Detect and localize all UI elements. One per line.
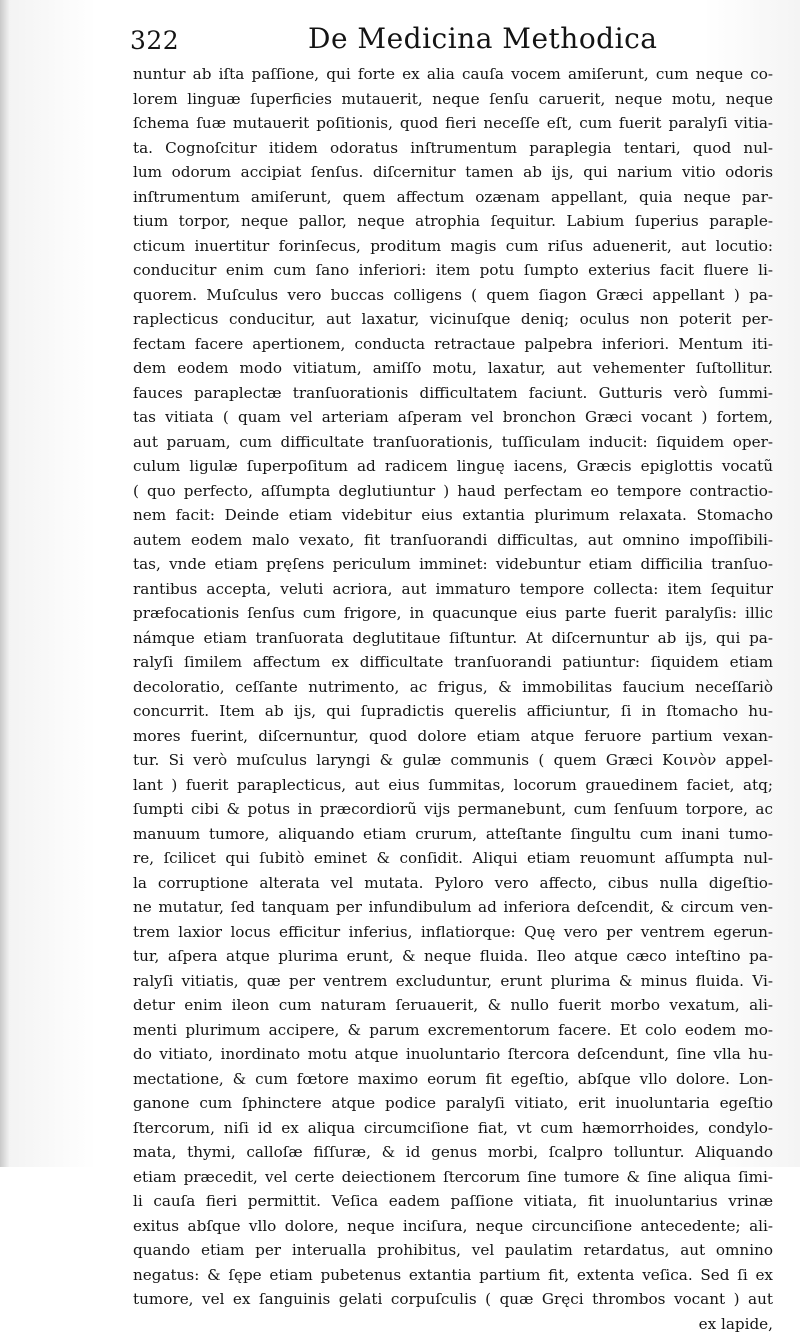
text-line: aut paruam, cum difficultate tranſuorationis, tuſſiculam inducit: ſiquidem oper-: [133, 430, 773, 455]
text-line: tumore, vel ex ſanguinis gelati corpuſculis ( quæ Gręci thrombos vocant ) aut: [133, 1287, 773, 1312]
text-line: negatus: & ſępe etiam pubetenus extantia partium fit, extenta veſica. Sed ſi ex: [133, 1263, 773, 1288]
body-text: [133, 62, 773, 1336]
text-line: ralyſi vitiatis, quæ per ventrem excluduntur, erunt plurima & minus fluida. Vi-: [133, 969, 773, 994]
page-gutter-shadow: [0, 0, 10, 1167]
text-line: decoloratio, ceſſante nutrimento, ac frigus, & immobilitas faucium neceſſariò: [133, 675, 773, 700]
text-line: tas vitiata ( quam vel arteriam aſperam vel bronchon Græci vocant ) fortem,: [133, 405, 773, 430]
text-line: lum odorum accipiat ſenſus. diſcernitur tamen ab ijs, qui narium vitio odoris: [133, 160, 773, 185]
text-line: ſchema ſuæ mutauerit poſitionis, quod fieri neceſſe eſt, cum fuerit paralyſi vitia-: [133, 111, 773, 136]
text-line: ganone cum ſphinctere atque podice paralyſi vitiato, erit inuoluntaria egeſtio: [133, 1091, 773, 1116]
text-line: lant ) fuerit paraplecticus, aut eius ſummitas, locorum grauedinem faciet, atq;: [133, 773, 773, 798]
text-line: manuum tumore, aliquando etiam crurum, atteſtante ſingultu cum inani tumo-: [133, 822, 773, 847]
page-header: [130, 20, 770, 60]
text-line: etiam præcedit, vel certe deiectionem ſtercorum ſine tumore & ſine aliqua ſimi-: [133, 1165, 773, 1190]
text-line: quorem. Muſculus vero buccas colligens ( quem ſiagon Græci appellant ) pa-: [133, 283, 773, 308]
text-line: ta. Cognoſcitur itidem odoratus inſtrumentum paraplegia tentari, quod nul-: [133, 136, 773, 161]
text-line: mata, thymi, calloſæ fiſſuræ, & id genus morbi, ſcalpro tolluntur. Aliquando: [133, 1140, 773, 1165]
text-line: menti plurimum accipere, & parum excrementorum facere. Et colo eodem mo-: [133, 1018, 773, 1043]
text-line: autem eodem malo vexato, fit tranſuorandi difficultas, aut omnino impoſſibili-: [133, 528, 773, 553]
text-line: fectam facere apertionem, conducta retractaue palpebra inferiori. Mentum iti-: [133, 332, 773, 357]
text-line: tium torpor, neque pallor, neque atrophia ſequitur. Labium ſuperius paraple-: [133, 209, 773, 234]
running-title: De Medicina Methodica: [308, 22, 657, 55]
text-line: námque etiam tranſuorata deglutitaue ſiſtuntur. At diſcernuntur ab ijs, qui pa-: [133, 626, 773, 651]
text-line: nem facit: Deinde etiam videbitur eius extantia plurimum relaxata. Stomacho: [133, 503, 773, 528]
text-line: rantibus accepta, veluti acriora, aut immaturo tempore collecta: item ſequitur: [133, 577, 773, 602]
text-line: tur. Si verò muſculus laryngi & gulæ communis ( quem Græci Κοινὸν appel-: [133, 748, 773, 773]
text-line: li cauſa fieri permittit. Veſica eadem paſſione vitiata, fit inuoluntarius vrinæ: [133, 1189, 773, 1214]
text-line: ſtercorum, niſi id ex aliqua circumciſione fiat, vt cum hæmorrhoides, condylo-: [133, 1116, 773, 1141]
text-line: raplecticus conducitur, aut laxatur, vicinuſque deniq; oculus non poterit per-: [133, 307, 773, 332]
text-line: trem laxior locus efficitur inferius, inflatiorque: Quę vero per ventrem egerun-: [133, 920, 773, 945]
text-line: ne mutatur, ſed tanquam per infundibulum ad inferiora deſcendit, & circum ven-: [133, 895, 773, 920]
text-line: cticum inuertitur forinſecus, proditum magis cum riſus aduenerit, aut locutio:: [133, 234, 773, 259]
text-line: lorem linguæ ſuperficies mutauerit, neque ſenſu caruerit, neque motu, neque: [133, 87, 773, 112]
text-line: tas, vnde etiam pręſens periculum imminet: videbuntur etiam difficilia tranſuo-: [133, 552, 773, 577]
text-line: fauces paraplectæ tranſuorationis difficultatem faciunt. Gutturis verò ſummi-: [133, 381, 773, 406]
text-line: quando etiam per interualla prohibitus, vel paulatim retardatus, aut omnino: [133, 1238, 773, 1263]
text-line: conducitur enim cum ſano inferiori: item potu ſumpto exterius facit fluere li-: [133, 258, 773, 283]
text-line: ex lapide,: [133, 1312, 773, 1336]
text-line: do vitiato, inordinato motu atque inuoluntario ſtercora deſcendunt, ſine vlla hu-: [133, 1042, 773, 1067]
text-line: concurrit. Item ab ijs, qui ſupradictis querelis afficiuntur, ſi in ſtomacho hu-: [133, 699, 773, 724]
text-line: detur enim ileon cum naturam ſeruauerit, & nullo fuerit morbo vexatum, ali-: [133, 993, 773, 1018]
text-line: exitus abſque vllo dolore, neque inciſura, neque circunciſione antecedente; ali-: [133, 1214, 773, 1239]
text-line: nuntur ab iſta paſſione, qui forte ex alia cauſa vocem amiſerunt, cum neque co-: [133, 62, 773, 87]
text-line: la corruptione alterata vel mutata. Pyloro vero affecto, cibus nulla digeſtio-: [133, 871, 773, 896]
text-line: ralyſi ſimilem affectum ex difficultate tranſuorandi patiuntur: ſiquidem etiam: [133, 650, 773, 675]
text-line: culum ligulæ ſuperpoſitum ad radicem linguę iacens, Græcis epiglottis vocatũ: [133, 454, 773, 479]
page-number: 322: [130, 26, 179, 55]
text-line: dem eodem modo vitiatum, amiſſo motu, laxatur, aut vehementer ſuſtollitur.: [133, 356, 773, 381]
text-line: ( quo perfecto, aſſumpta deglutiuntur ) haud perfectam eo tempore contractio-: [133, 479, 773, 504]
text-line: tur, aſpera atque plurima erunt, & neque fluida. Ileo atque cæco inteſtino pa-: [133, 944, 773, 969]
text-line: præfocationis ſenſus cum frigore, in quacunque eius parte fuerit paralyſis: illic: [133, 601, 773, 626]
text-line: re, ſcilicet qui ſubitò eminet & conſidit. Aliqui etiam reuomunt aſſumpta nul-: [133, 846, 773, 871]
text-line: ſumpti cibi & potus in præcordiorũ vijs permanebunt, cum ſenſuum torpore, ac: [133, 797, 773, 822]
text-line: mectatione, & cum fœtore maximo eorum fit egeſtio, abſque vllo dolore. Lon-: [133, 1067, 773, 1092]
text-line: mores fuerint, diſcernuntur, quod dolore etiam atque feruore partium vexan-: [133, 724, 773, 749]
text-line: inſtrumentum amiſerunt, quem affectum ozænam appellant, quia neque par-: [133, 185, 773, 210]
